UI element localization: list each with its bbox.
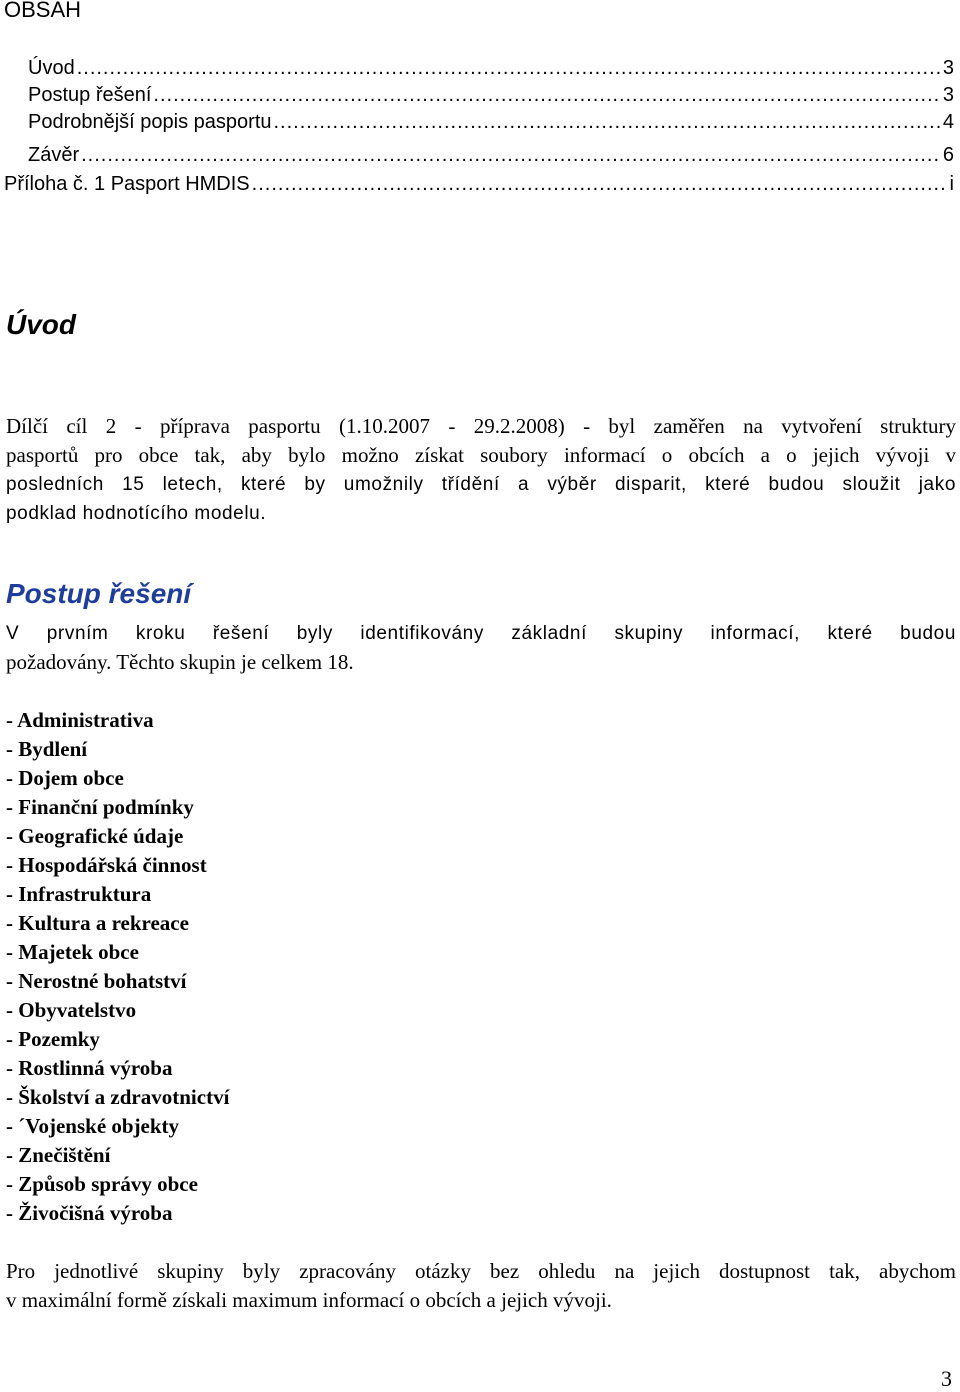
list-item: - Bydlení — [6, 737, 88, 761]
toc-entry-page: 4 — [942, 111, 954, 133]
toc-entry-uvod[interactable] — [28, 55, 954, 82]
list-item: - Kultura a rekreace — [6, 911, 189, 935]
paragraph-line: posledních 15 letech, které by umožnily třídění a výběr disparit, které budou sloužit jako — [6, 474, 956, 495]
list-item: - ´Vojenské objekty — [6, 1114, 180, 1138]
list-item: - Živočišná výroba — [6, 1201, 173, 1225]
list-item: - Obyvatelstvo — [6, 998, 137, 1022]
toc-leader-dots — [81, 142, 941, 169]
list-item: - Finanční podmínky — [6, 795, 194, 819]
toc-entry-label: Postup řešení — [28, 84, 152, 106]
list-item: - Znečištění — [6, 1143, 111, 1167]
paragraph-line: požadovány. Těchto skupin je celkem 18. — [6, 650, 354, 674]
toc-entry-zaver[interactable] — [28, 142, 954, 169]
closing-paragraph — [6, 1257, 956, 1315]
section-heading-uvod: Úvod — [6, 309, 76, 340]
toc-entry-page: 3 — [942, 57, 954, 79]
information-groups-list — [6, 706, 229, 1228]
toc-entry-page: 3 — [942, 84, 954, 106]
toc-entry-page: i — [949, 173, 954, 195]
toc-leader-dots — [77, 55, 941, 82]
paragraph-line: podklad hodnotícího modelu. — [6, 503, 267, 524]
paragraph-line: Pro jednotlivé skupiny byly zpracovány otázky bez ohledu na jejich dostupnost tak, abychom — [6, 1259, 956, 1283]
toc-entry-popis[interactable] — [28, 109, 954, 136]
list-item: - Způsob správy obce — [6, 1172, 198, 1196]
paragraph-line: Dílčí cíl 2 - příprava pasportu (1.10.2007 - 29.2.2008) - byl zaměřen na vytvoření struktury — [6, 414, 956, 438]
toc-entry-priloha[interactable] — [4, 171, 954, 198]
list-item: - Školství a zdravotnictví — [6, 1085, 230, 1109]
list-item: - Rostlinná výroba — [6, 1056, 173, 1080]
list-item: - Administrativa — [6, 708, 154, 732]
list-item: - Infrastruktura — [6, 882, 152, 906]
toc-entry-label: Podrobnější popis pasportu — [28, 111, 272, 133]
list-item: - Pozemky — [6, 1027, 100, 1051]
list-item: - Hospodářská činnost — [6, 853, 207, 877]
paragraph-line: V prvním kroku řešení byly identifikovány základní skupiny informací, které budou — [6, 623, 956, 644]
list-item: - Nerostné bohatství — [6, 969, 187, 993]
toc-entry-label: Závěr — [28, 144, 80, 166]
toc-leader-dots — [274, 109, 941, 136]
paragraph-line: v maximální formě získali maximum informací o obcích a jejich vývoji. — [6, 1288, 612, 1312]
toc-entry-postup[interactable] — [28, 82, 954, 109]
toc-leader-dots — [252, 171, 948, 198]
toc-entry-label: Úvod — [28, 57, 75, 79]
list-item: - Dojem obce — [6, 766, 124, 790]
toc-title: OBSAH — [4, 0, 82, 22]
paragraph-line: pasportů pro obce tak, aby bylo možno získat soubory informací o obcích a o jejich vývoji v — [6, 443, 956, 467]
toc-entry-label: Příloha č. 1 Pasport HMDIS — [4, 173, 250, 195]
list-item: - Majetek obce — [6, 940, 139, 964]
section-heading-postup: Postup řešení — [6, 578, 192, 609]
postup-paragraph — [6, 619, 956, 677]
toc-leader-dots — [153, 82, 940, 109]
uvod-paragraph — [6, 412, 956, 528]
toc-entry-page: 6 — [942, 144, 954, 166]
page-number: 3 — [941, 1366, 952, 1391]
list-item: - Geografické údaje — [6, 824, 184, 848]
